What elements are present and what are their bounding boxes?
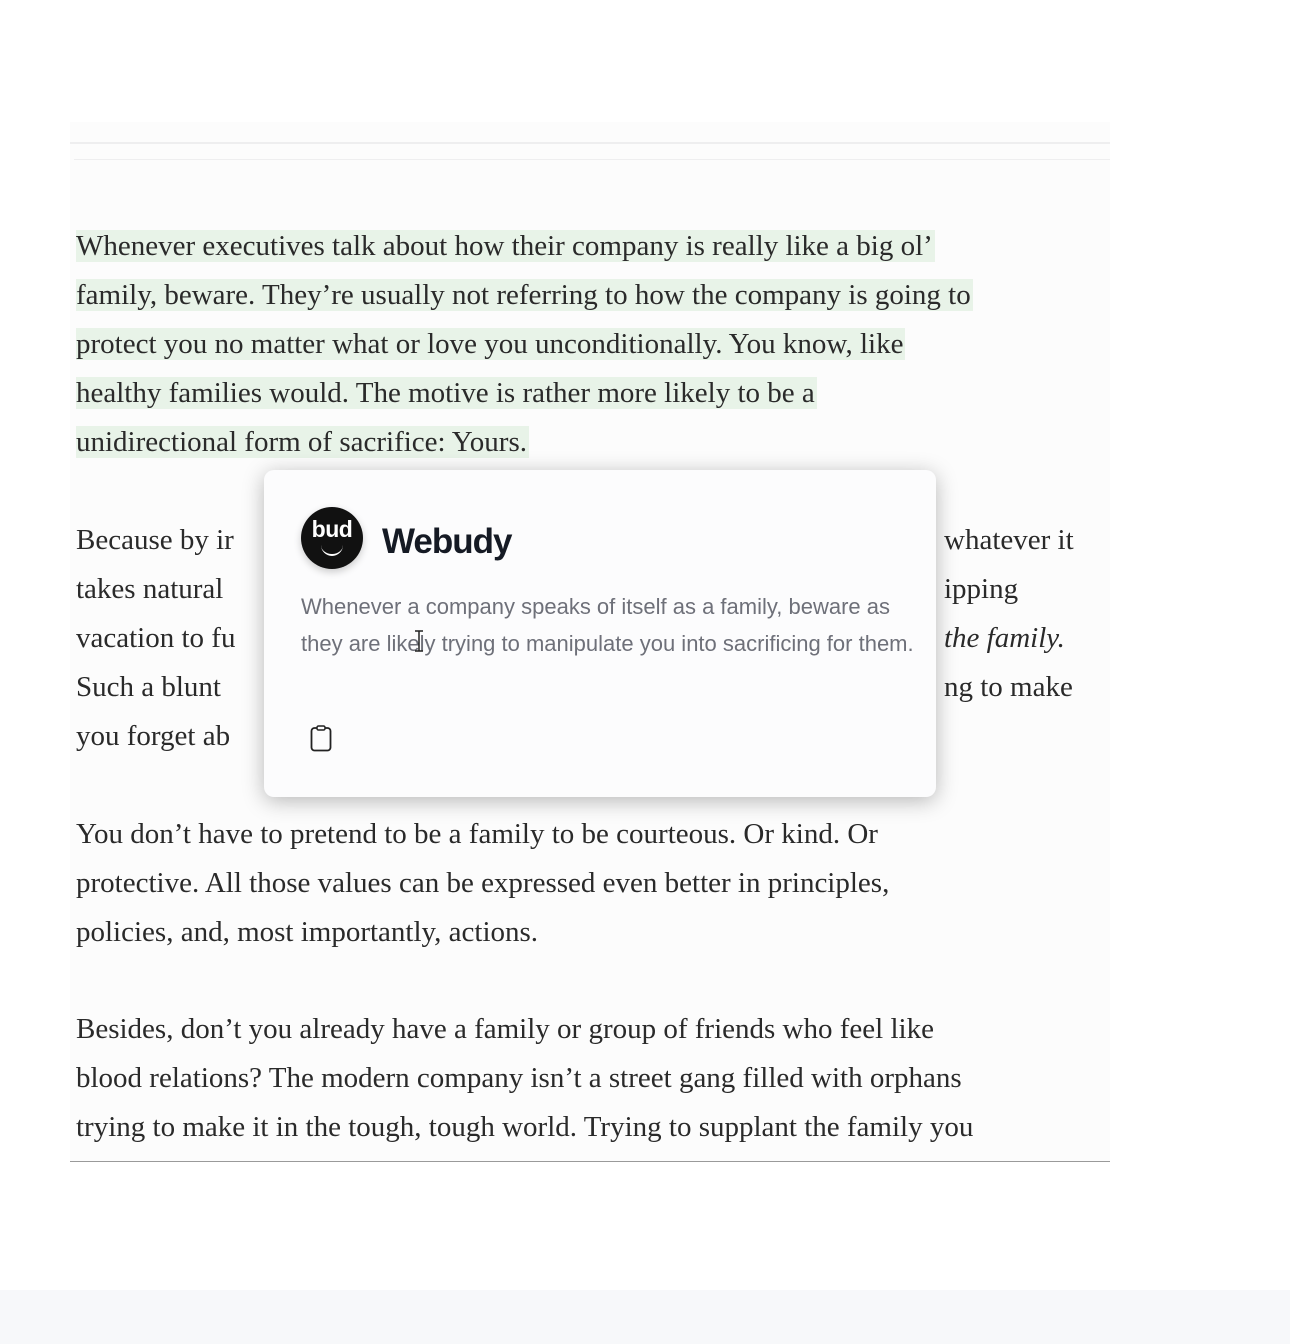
text-line: protective. All those values can be expressed even better in principles, [76, 867, 890, 899]
text-line: you forget ab [76, 720, 231, 752]
webudy-logo: bud [301, 507, 363, 569]
divider [74, 159, 1110, 160]
clipboard-icon[interactable] [310, 725, 332, 752]
highlighted-line[interactable]: family, beware. They’re usually not referring to how the company is going to [76, 279, 971, 311]
text-cursor-icon [414, 630, 424, 652]
text-line: blood relations? The modern company isn’t a street gang filled with orphans [76, 1062, 962, 1094]
text-fragment: ng to make [944, 671, 1073, 703]
divider [70, 142, 1110, 144]
text-fragment: ipping [944, 573, 1019, 605]
text-line: takes natural [76, 573, 224, 605]
highlighted-line[interactable]: Whenever executives talk about how their company is really like a big ol’ [76, 230, 933, 262]
webudy-summary-popup [264, 470, 936, 797]
smile-icon [321, 545, 343, 556]
highlighted-line[interactable]: unidirectional form of sacrifice: Yours. [76, 426, 528, 458]
text-line: Besides, don’t you already have a family or group of friends who feel like [76, 1013, 934, 1045]
highlighted-line[interactable]: protect you no matter what or love you unconditionally. You know, like [76, 328, 904, 360]
text-line: You don’t have to pretend to be a family to be courteous. Or kind. Or [76, 818, 878, 850]
summary-text: Whenever a company speaks of itself as a family, beware as they are likely trying to manipulate you into sacrificing for them. [301, 594, 914, 656]
text-fragment: the family. [944, 622, 1065, 654]
text-line: policies, and, most importantly, actions. [76, 916, 539, 948]
text-fragment: whatever it [944, 524, 1074, 556]
highlighted-line[interactable]: healthy families would. The motive is rather more likely to be a [76, 377, 815, 409]
footer-bar [0, 1290, 1290, 1344]
brand-name: Webudy [382, 522, 512, 561]
text-line: Because by ir [76, 524, 234, 556]
text-line: Such a blunt [76, 671, 221, 703]
text-line: vacation to fu [76, 622, 236, 654]
text-line: trying to make it in the tough, tough world. Trying to supplant the family you [76, 1111, 974, 1143]
